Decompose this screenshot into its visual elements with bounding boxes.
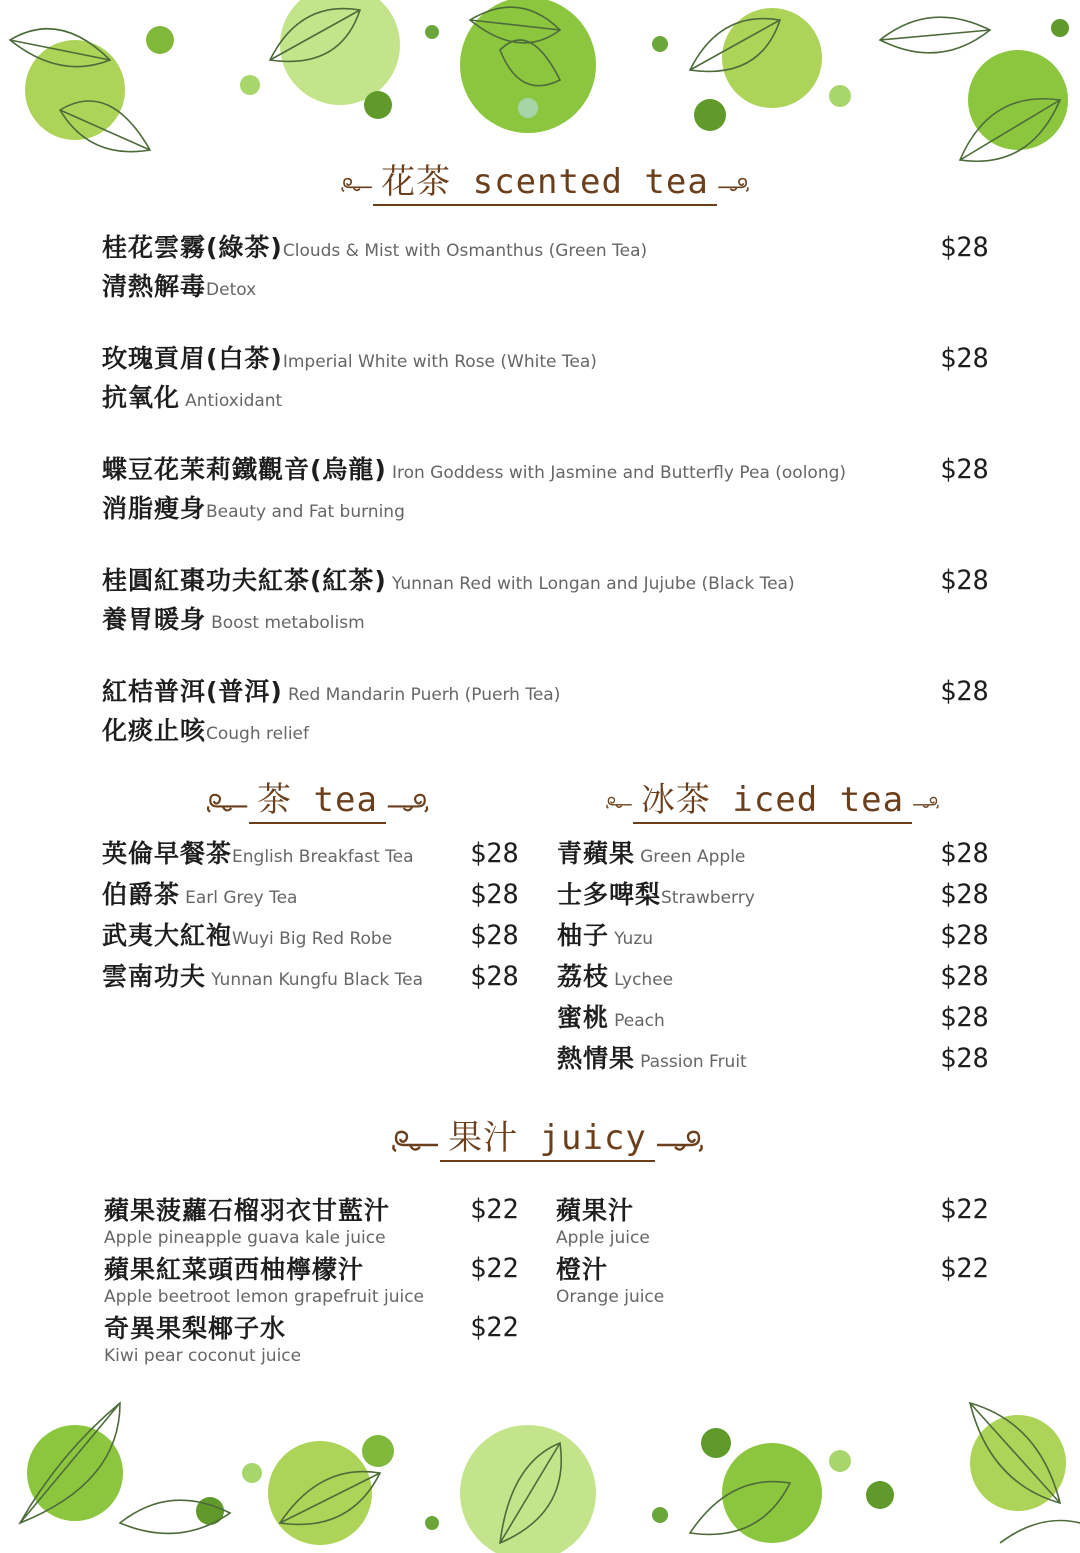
menu-item-earl-grey [102, 877, 297, 916]
item-name-zh: 玫瑰貢眉(白茶) [102, 344, 283, 373]
left-swirl-ornament [205, 785, 249, 819]
item-name-zh: 伯爵茶 [102, 880, 181, 909]
right-swirl-ornament [717, 167, 750, 201]
section-title-text: 果汁 juicy [440, 1118, 655, 1162]
price: $28 [470, 920, 519, 951]
right-swirl-ornament [655, 1123, 705, 1157]
price: $28 [470, 961, 519, 992]
item-name-en: Apple pineapple guava kale juice [104, 1228, 386, 1248]
price: $28 [940, 838, 989, 869]
menu-item-apple-juice [556, 1194, 650, 1248]
item-name-zh: 英倫早餐茶 [102, 839, 233, 868]
item-name-en: Yunnan Kungfu Black Tea [211, 970, 424, 990]
item-name-zh: 蜜桃 [557, 1003, 610, 1032]
item-benefit-en: Detox [206, 280, 257, 300]
item-name-zh: 雲南功夫 [102, 962, 207, 991]
item-name-zh: 紅桔普洱(普洱) [102, 677, 283, 706]
menu-item-peach [557, 1000, 665, 1039]
price: $28 [940, 920, 989, 951]
price: $28 [940, 1002, 989, 1033]
menu-item-osmanthus [102, 230, 647, 308]
menu-item-apple-beetroot-lemon-grapefruit [104, 1253, 424, 1307]
item-benefit-zh: 消脂瘦身 [102, 494, 207, 523]
item-name-en: Apple juice [556, 1228, 650, 1248]
price: $28 [940, 676, 989, 707]
price: $22 [470, 1312, 519, 1343]
price: $28 [940, 1043, 989, 1074]
menu-item-passion-fruit [557, 1041, 747, 1080]
price: $28 [470, 879, 519, 910]
item-benefit-zh: 抗氧化 [102, 383, 181, 412]
item-name-en: Apple beetroot lemon grapefruit juice [104, 1287, 424, 1307]
item-name-en: Imperial White with Rose (White Tea) [282, 352, 597, 372]
item-name-en: Iron Goddess with Jasmine and Butterfly Pea (oolong) [391, 463, 847, 483]
menu-item-strawberry [557, 877, 755, 916]
item-name-en: Earl Grey Tea [185, 888, 298, 908]
item-benefit-en: Beauty and Fat burning [206, 502, 405, 522]
price: $28 [940, 961, 989, 992]
item-name-en: Green Apple [640, 847, 746, 867]
price: $28 [940, 232, 989, 263]
price: $28 [940, 879, 989, 910]
price: $28 [940, 343, 989, 374]
section-title-iced-tea [605, 780, 940, 824]
item-name-zh: 蝶豆花茉莉鐵觀音(烏龍) [102, 455, 387, 484]
item-name-en: Yuzu [614, 929, 654, 949]
item-name-zh: 橙汁 [556, 1255, 609, 1284]
item-name-en: Yunnan Red with Longan and Jujube (Black Tea) [391, 574, 795, 594]
item-name-zh: 桂花雲霧(綠茶) [102, 233, 283, 262]
item-name-en: Strawberry [661, 888, 755, 908]
item-name-zh: 蘋果汁 [556, 1196, 635, 1225]
item-name-en: Red Mandarin Puerh (Puerh Tea) [287, 685, 561, 705]
item-benefit-en: Antioxidant [185, 391, 283, 411]
leaf-decoration-top [0, 0, 1080, 180]
price: $28 [470, 838, 519, 869]
section-title-juicy [380, 1118, 715, 1162]
item-name-zh: 桂圓紅棗功夫紅茶(紅茶) [102, 566, 387, 595]
menu-item-rose-white [102, 341, 597, 419]
menu-item-orange-juice [556, 1253, 664, 1307]
left-swirl-ornament [390, 1123, 440, 1157]
menu-item-yunnan-kungfu [102, 959, 423, 998]
item-name-zh: 柚子 [557, 921, 610, 950]
item-name-zh: 武夷大紅袍 [102, 921, 233, 950]
item-name-en: Orange juice [556, 1287, 665, 1307]
item-name-en: Lychee [614, 970, 674, 990]
item-benefit-en: Cough relief [206, 724, 309, 744]
section-title-text: 冰茶 iced tea [633, 780, 912, 824]
menu-item-red-mandarin [102, 674, 560, 752]
left-swirl-ornament [605, 785, 633, 819]
price: $22 [940, 1194, 989, 1225]
item-name-zh: 荔枝 [557, 962, 610, 991]
item-name-zh: 蘋果菠蘿石榴羽衣甘藍汁 [104, 1196, 391, 1225]
item-name-zh: 士多啤梨 [557, 880, 662, 909]
right-swirl-ornament [912, 785, 940, 819]
price: $22 [470, 1194, 519, 1225]
item-name-en: Wuyi Big Red Robe [232, 929, 393, 949]
price: $28 [940, 565, 989, 596]
right-swirl-ornament [386, 785, 430, 819]
item-name-en: Clouds & Mist with Osmanthus (Green Tea) [282, 241, 648, 261]
item-benefit-zh: 化痰止咳 [102, 716, 207, 745]
menu-item-wuyi [102, 918, 392, 957]
menu-item-green-apple [557, 836, 745, 875]
item-name-en: Kiwi pear coconut juice [104, 1346, 302, 1366]
menu-item-iron-goddess [102, 452, 846, 530]
section-title-text: 花茶 scented tea [373, 162, 717, 206]
section-title-scented-tea [340, 162, 750, 206]
item-benefit-zh: 清熱解毒 [102, 272, 207, 301]
price: $22 [470, 1253, 519, 1284]
item-benefit-zh: 養胃暖身 [102, 605, 207, 634]
price: $28 [940, 454, 989, 485]
price: $22 [940, 1253, 989, 1284]
section-title-text: 茶 tea [249, 780, 386, 824]
menu-item-apple-pineapple-guava-kale [104, 1194, 390, 1248]
leaf-decoration-bottom [0, 1383, 1080, 1553]
item-name-zh: 青蘋果 [557, 839, 636, 868]
item-name-en: Peach [614, 1011, 665, 1031]
item-name-en: English Breakfast Tea [232, 847, 414, 867]
menu-item-yuzu [557, 918, 653, 957]
section-title-tea [205, 780, 430, 824]
menu-item-english-breakfast [102, 836, 414, 875]
item-name-zh: 熱情果 [557, 1044, 636, 1073]
menu-item-kiwi-pear-coconut [104, 1312, 301, 1366]
menu-item-lychee [557, 959, 673, 998]
item-name-en: Passion Fruit [640, 1052, 747, 1072]
item-name-zh: 蘋果紅菜頭西柚檸檬汁 [104, 1255, 365, 1284]
item-name-zh: 奇異果梨椰子水 [104, 1314, 287, 1343]
left-swirl-ornament [340, 167, 373, 201]
menu-item-yunnan-red [102, 563, 795, 641]
item-benefit-en: Boost metabolism [211, 613, 365, 633]
